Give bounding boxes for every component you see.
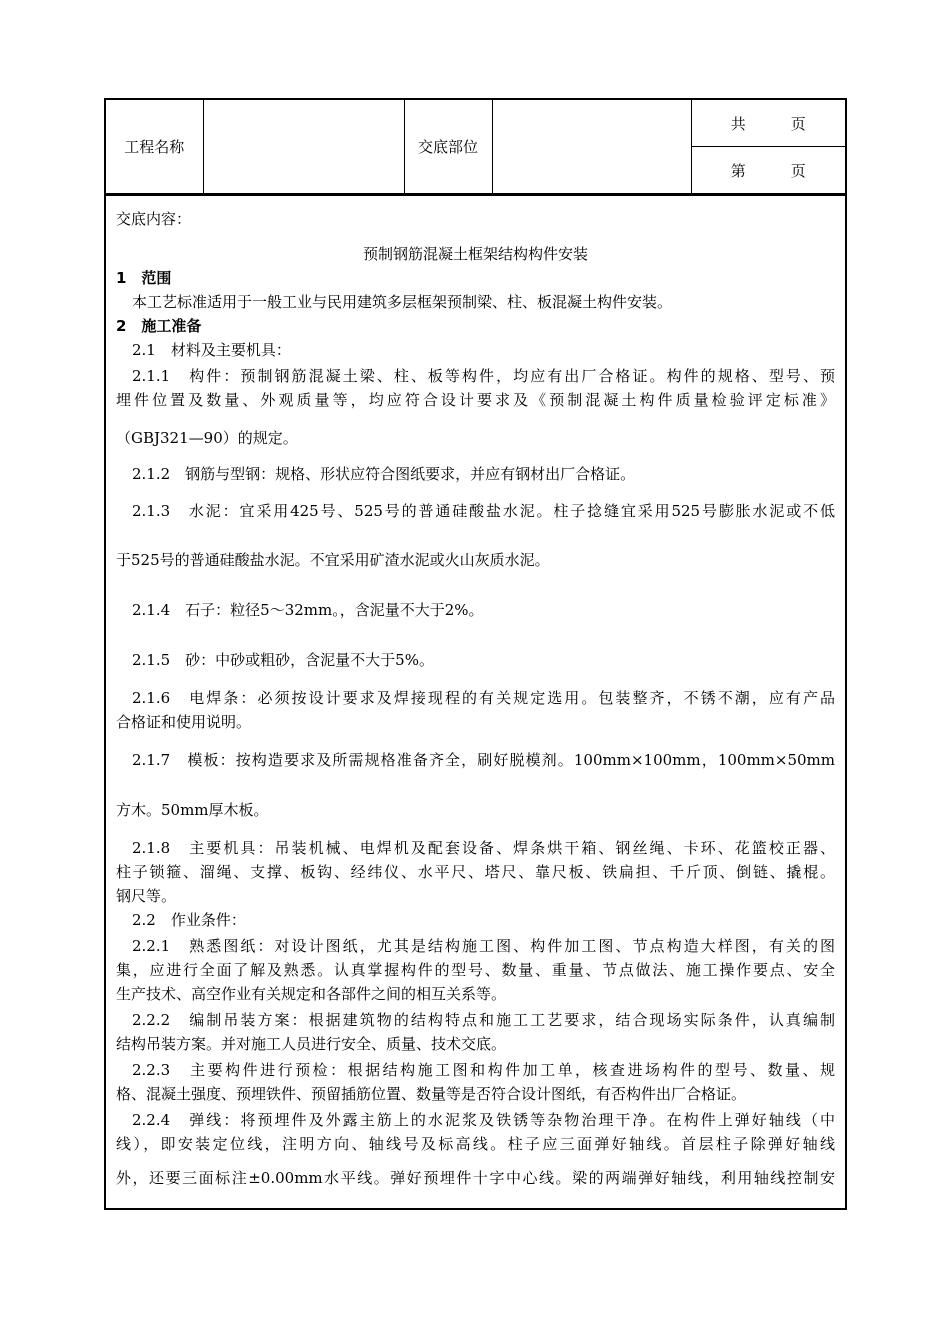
paragraph-line: 2.1.1 构件：预制钢筋混凝土梁、柱、板等构件，均应有出厂合格证。构件的规格、型号、预	[132, 367, 835, 385]
project-name-label: 工程名称	[106, 100, 203, 194]
paragraph-line: 埋件位置及数量、外观质量等，均应符合设计要求及《预制混凝土构件质量检验评定标准》	[116, 391, 835, 409]
project-name-value	[203, 100, 404, 194]
paragraph-line: 外，还要三面标注±0.00mm水平线。弹好预埋件十字中心线。梁的两端弹好轴线，利用轴线控制安	[116, 1169, 835, 1187]
paragraph-line: 生产技术、高空作业有关规定和各部件之间的相互关系等。	[116, 985, 507, 1003]
paragraph-line: 2.1.2 钢筋与型钢：规格、形状应符合图纸要求，并应有钢材出厂合格证。	[132, 465, 636, 483]
paragraph-line: 2.1.6 电焊条：必须按设计要求及焊接现程的有关规定选用。包装整齐，不锈不潮，应有产品	[132, 689, 835, 707]
intro-label: 交底内容：	[116, 210, 192, 228]
part-value	[492, 100, 691, 194]
paragraph-line: 方木。50mm厚木板。	[116, 801, 269, 819]
subsection-heading: 2.2 作业条件：	[132, 911, 246, 929]
paragraph-line: 2.1.7 模板：按构造要求及所需规格准备齐全，刷好脱模剂。100mm×100mm，100mm×50mm	[132, 751, 835, 769]
paragraph-line: 于525号的普通硅酸盐水泥。不宜采用矿渣水泥或火山灰质水泥。	[116, 551, 550, 569]
paragraph-line: 集，应进行全面了解及熟悉。认真掌握构件的型号、数量、重量、节点做法、施工操作要点、安全	[116, 961, 835, 979]
document-title: 预制钢筋混凝土框架结构构件安装	[362, 245, 588, 263]
header-table	[106, 100, 845, 194]
part-label: 交底部位	[404, 100, 492, 194]
paragraph-line: 结构吊装方案。并对施工人员进行安全、质量、技术交底。	[116, 1035, 507, 1053]
paragraph-line: 2.1.8 主要机具：吊装机械、电焊机及配套设备、焊条烘干箱、钢丝绳、卡环、花篮校正器、	[132, 839, 835, 857]
paragraph-line: 2.2.4 弹线：将预埋件及外露主筋上的水泥浆及铁锈等杂物治理干净。在构件上弹好轴线（中	[132, 1111, 835, 1129]
paragraph-line: 2.2.1 熟悉图纸：对设计图纸，尤其是结构施工图、构件加工图、节点构造大样图，有关的图	[132, 937, 835, 955]
paragraph-line: 本工艺标准适用于一般工业与民用建筑多层框架预制梁、柱、板混凝土构件安装。	[132, 293, 673, 311]
paragraph-line: 钢尺等。	[116, 887, 177, 905]
paragraph-line: 柱子锁箍、溜绳、支撑、板钩、经纬仪、水平尺、塔尺、靠尺板、铁扁担、千斤顶、倒链、撬棍。	[116, 863, 835, 881]
subsection-heading: 2.1 材料及主要机具：	[132, 341, 291, 359]
paragraph-line: （GBJ321—90）的规定。	[116, 429, 298, 447]
content-area	[106, 194, 845, 1212]
section-heading: 1 范围	[116, 269, 172, 287]
paragraph-line: 2.2.2 编制吊装方案：根据建筑物的结构特点和施工工艺要求，结合现场实际条件，认真编制	[132, 1011, 835, 1029]
page-number: 第 页	[691, 147, 845, 194]
paragraph-line: 2.1.5 砂：中砂或粗砂，含泥量不大于5%。	[132, 651, 434, 669]
paragraph-line: 2.1.3 水泥：宜采用425号、525号的普通硅酸盐水泥。柱子捻缝宜采用525号膨胀水泥或不低	[132, 502, 835, 520]
paragraph-line: 2.2.3 主要构件进行预检：根据结构施工图和构件加工单，核查进场构件的型号、数量、规	[132, 1061, 835, 1079]
paragraph-line: 线），即安装定位线，注明方向、轴线号及标高线。柱子应三面弹好轴线。首层柱子除弹好轴线	[116, 1135, 835, 1153]
paragraph-line: 合格证和使用说明。	[116, 713, 252, 731]
paragraph-line: 格、混凝土强度、预埋铁件、预留插筋位置、数量等是否符合设计图纸，有否构件出厂合格证。	[116, 1085, 747, 1103]
paragraph-line: 2.1.4 石子：粒径5～32mm。，含泥量不大于2%。	[132, 601, 484, 619]
disclosure-form	[104, 98, 847, 1210]
total-pages: 共 页	[691, 100, 845, 147]
section-heading: 2 施工准备	[116, 317, 202, 335]
